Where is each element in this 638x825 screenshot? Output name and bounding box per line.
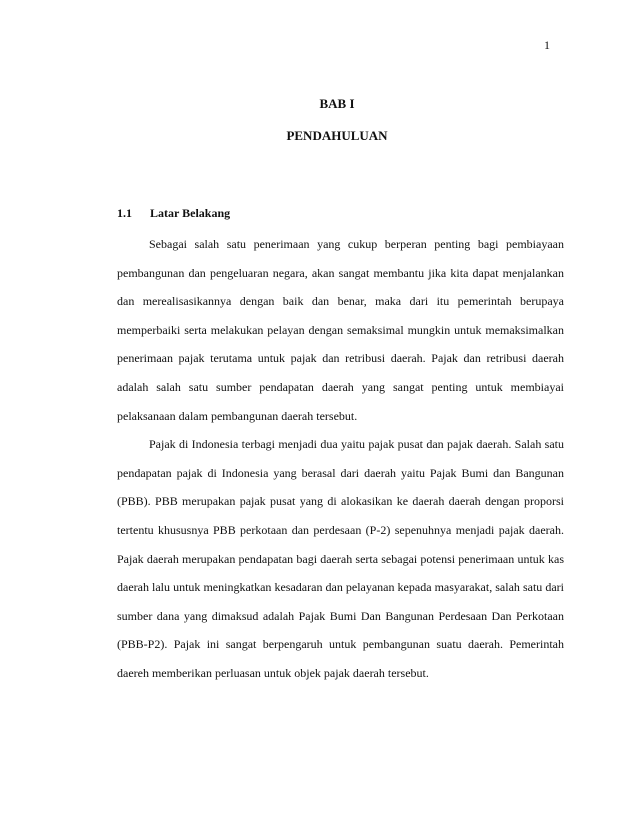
chapter-title: PENDAHULUAN (286, 128, 388, 143)
paragraph-1: Sebagai salah satu penerimaan yang cukup berperan penting bagi pembiayaan pembangunan dan pengeluaran negara, akan sangat membantu jika kita dapat menjalankan dan merealisasikannya dengan baik dan benar, maka dari itu pemerintah berupaya memperbaiki serta melakukan pelayan dengan semaksimal mungkin untuk memaksimalkan penerimaan pajak terutama untuk pajak dan retribusi daerah. Pajak dan retribusi daerah adalah salah satu sumber pendapatan daerah yang sangat penting untuk membiayai pelaksanaan dalam pembangunan daerah tersebut. (117, 237, 564, 423)
section-number: 1.1 (117, 206, 132, 220)
body-text (117, 230, 564, 688)
section-heading (117, 206, 230, 221)
chapter-label: BAB I (319, 96, 355, 111)
page-number: 1 (544, 38, 550, 52)
paragraph-2: Pajak di Indonesia terbagi menjadi dua yaitu pajak pusat dan pajak daerah. Salah satu pendapatan pajak di Indonesia yang berasal dari daerah yaitu Pajak Bumi dan Bangunan (PBB). PBB merupakan pajak pusat yang di alokasikan ke daerah daerah dengan proporsi tertentu khususnya PBB perkotaan dan perdesaan (P-2) sepenuhnya menjadi pajak daerah. Pajak daerah merupakan pendapatan bagi daerah serta sebagai potensi penerimaan untuk kas daerah lalu untuk meningkatkan kesadaran dan pelayanan kepada masyarakat, salah satu dari sumber dana yang dimaksud adalah Pajak Bumi Dan Bangunan Perdesaan Dan Perkotaan (PBB-P2). Pajak ini sangat berpengaruh untuk pembangunan suatu daerah. Pemerintah daereh memberikan perluasan untuk objek pajak daerah tersebut. (117, 437, 564, 680)
section-title: Latar Belakang (150, 206, 231, 220)
